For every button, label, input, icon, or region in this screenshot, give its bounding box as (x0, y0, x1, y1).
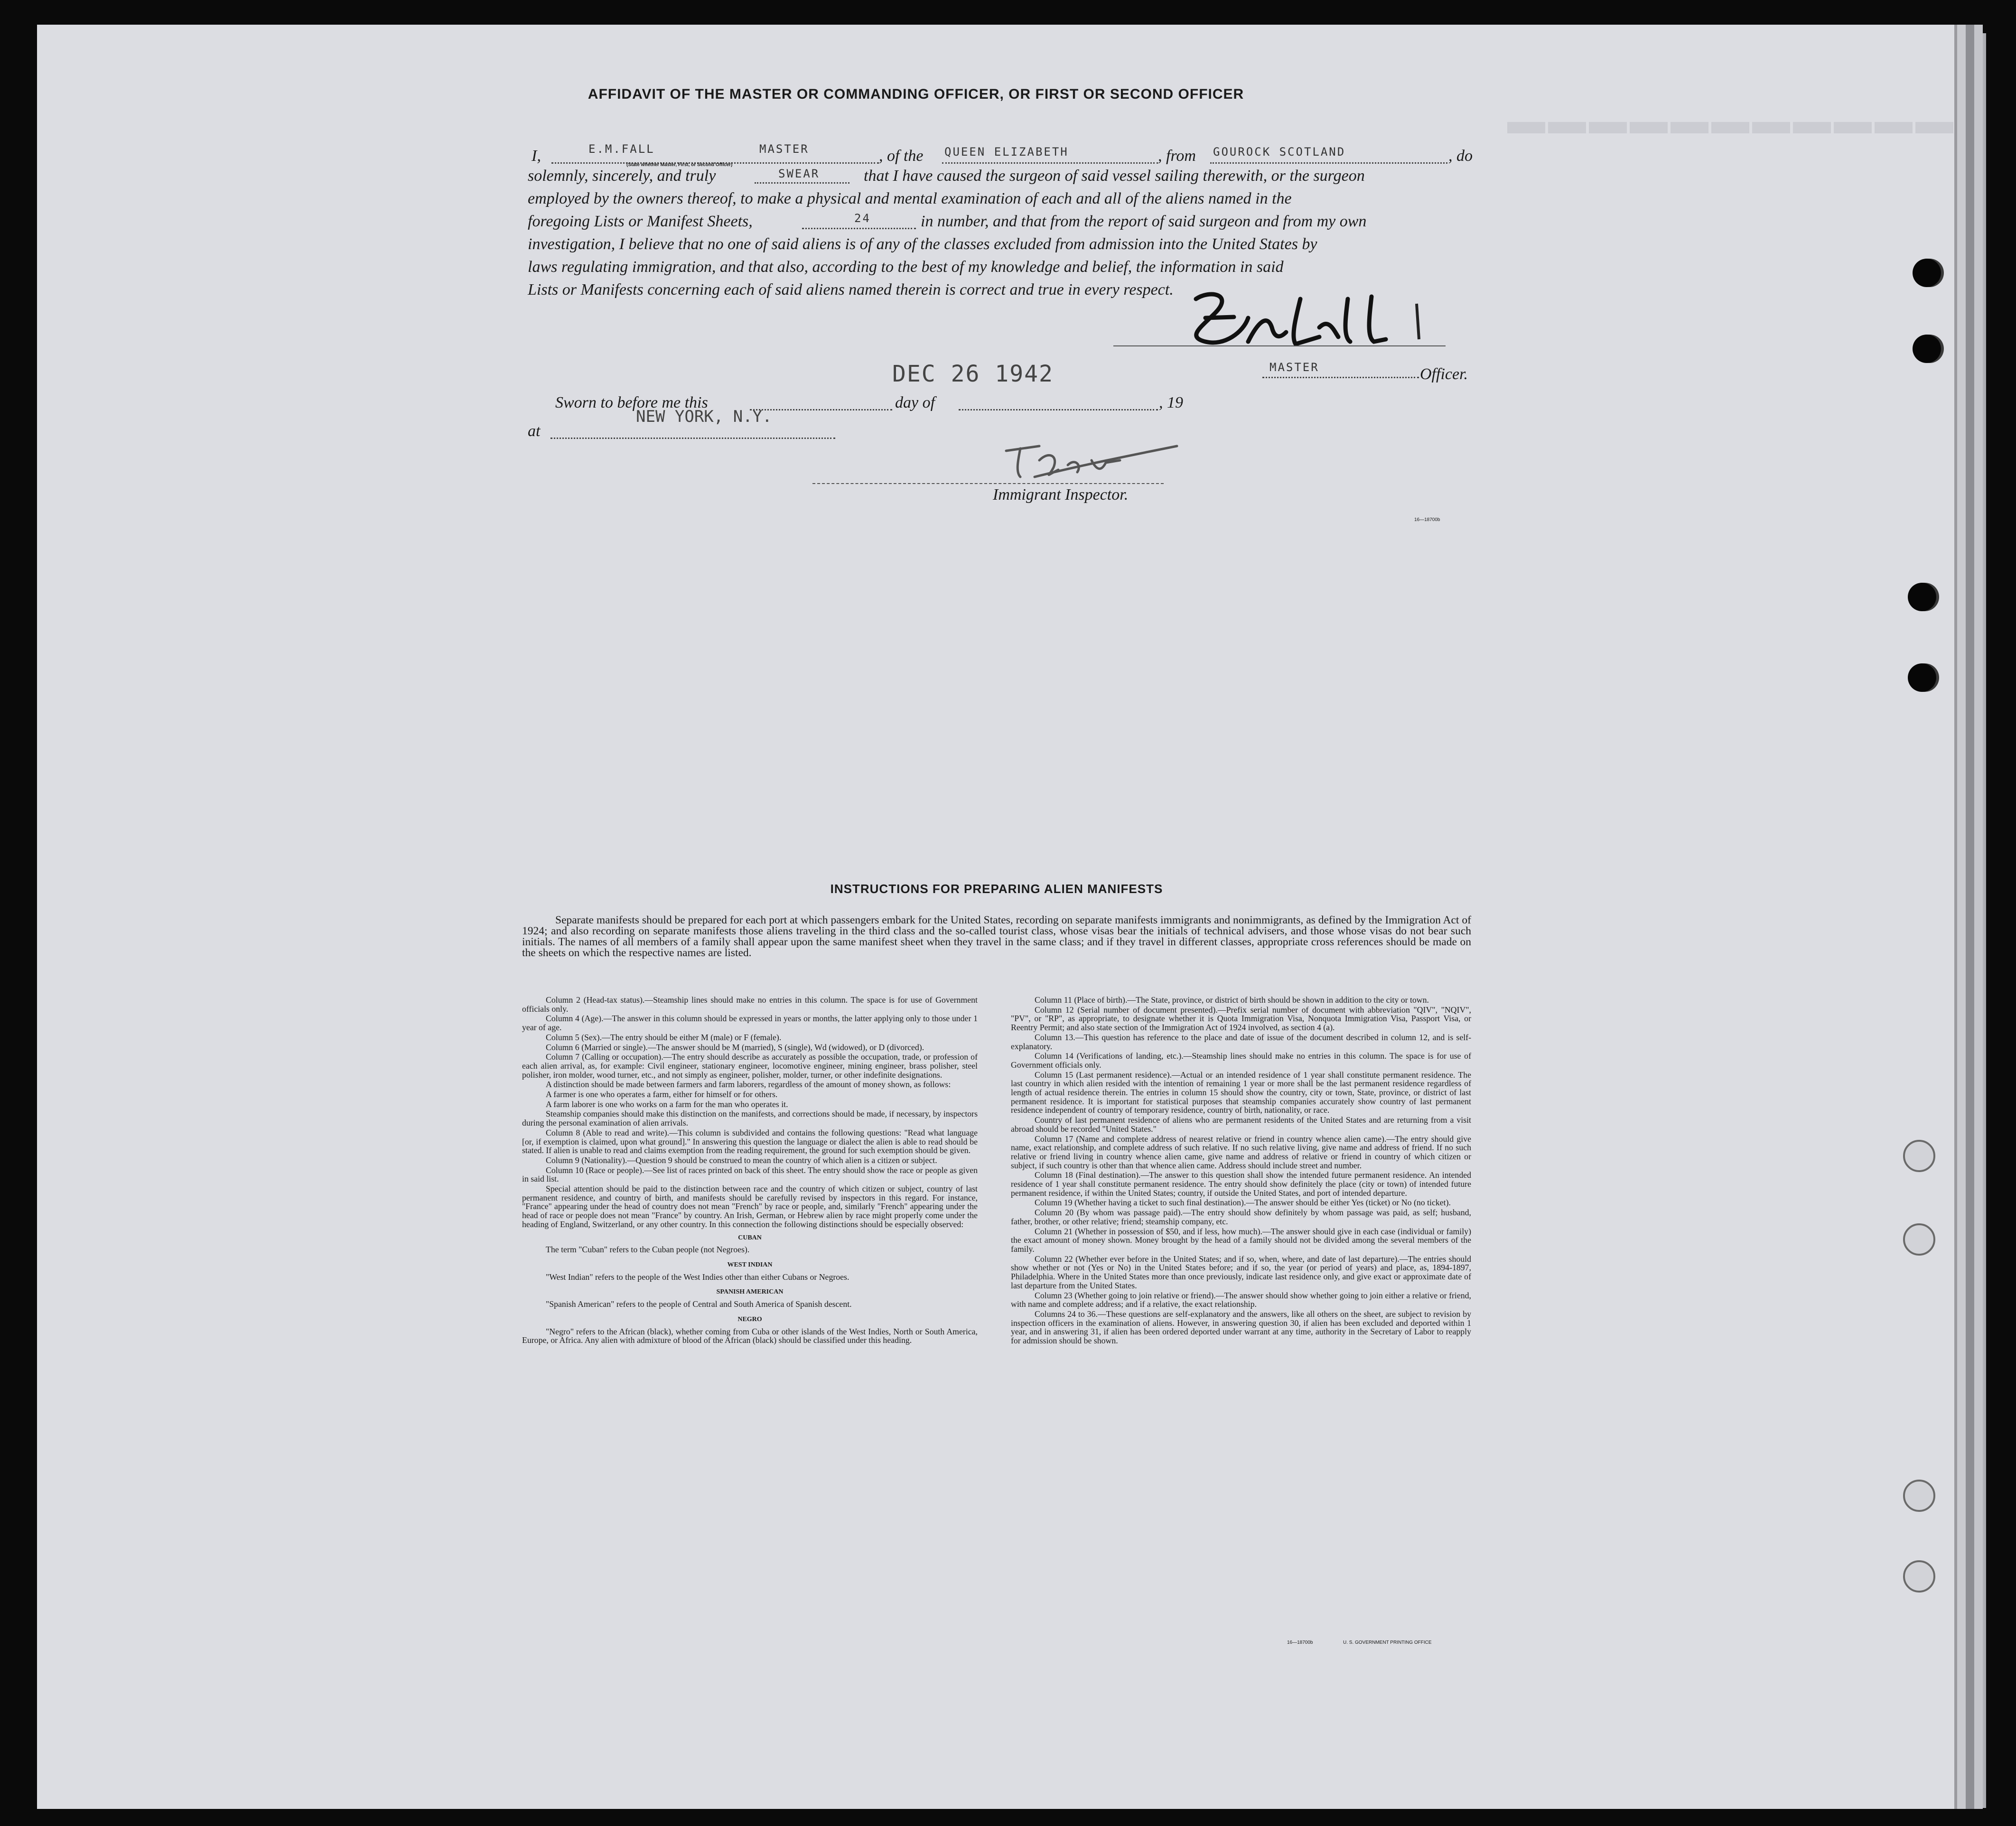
month-line (959, 409, 1158, 410)
sworn-place-stamp: NEW YORK, N.Y. (636, 407, 772, 426)
officer-rank-value: MASTER (759, 142, 809, 156)
affidavit-line-4-end: in number, and that from the report of said surgeon and from my own (921, 213, 1367, 230)
instruction-paragraph: Column 5 (Sex).—The entry should be either M (male) or F (female). (546, 1032, 782, 1042)
bleed-through-heading: ▬▬▬▬▬▬▬▬▬▬▬ (1504, 100, 1953, 142)
instruction-paragraph: Column 14 (Verifications of landing, etc.).—Steamship lines should make no entries in this column. The space is for use of Government officials only. (1011, 1051, 1471, 1070)
instruction-paragraph: Column 9 (Nationality).—Question 9 should be construed to mean the country of which alien is a citizen or subject. (546, 1155, 937, 1165)
instruction-paragraph: Column 23 (Whether going to join relative or friend).—The answer should show whether going to join either a relative or friend, with name and complete address; and if a relative, the exact relationship. (1011, 1290, 1471, 1309)
port-line (1210, 162, 1447, 164)
punch-hole (1908, 583, 1936, 611)
affidavit-title: AFFIDAVIT OF THE MASTER OR COMMANDING OFFICER, OR FIRST OR SECOND OFFICER (588, 86, 1244, 102)
vessel-value: QUEEN ELIZABETH (944, 145, 1069, 158)
sign-rank-value: MASTER (1269, 361, 1319, 374)
spanish-american-heading: SPANISH AMERICAN (716, 1288, 784, 1296)
at-label: at (528, 422, 541, 440)
year-label: , 19 (1159, 394, 1183, 411)
sworn-label: Sworn to before me this (555, 394, 708, 411)
instruction-paragraph: Column 12 (Serial number of document presented).—Prefix serial number of document with abbreviation "QIV", "NQIV", "PV", or "RP", as appropriate, to designate whether it is Quota Immigration Visa, Nonquota Immigration Visa, Passport Visa, or Reentry Permit; and also state section of the Immigration Act of 1924 involved, as section 4 (a). (1011, 1005, 1471, 1033)
date-stamp: DEC 26 1942 (892, 361, 1054, 387)
west-indian-heading: WEST INDIAN (727, 1261, 773, 1268)
instruction-paragraph: Column 7 (Calling or occupation).—The entry should describe as accurately as possible the occupation, trade, or profession of each alien arrival, as, for example: Civil engineer, stationary engineer, locomotive engineer, mining engineer, brass polisher, steel polisher, iron molder, wood turner, etc., and not simply as engineer, polisher, molder, turner, or other indefinite designations. (522, 1052, 978, 1080)
officer-line (1262, 377, 1419, 378)
oath-line (755, 182, 849, 184)
affidavit-i-label: I, (532, 147, 541, 165)
officer-label: Officer. (1420, 365, 1468, 383)
spanish-american-paragraph: "Spanish American" refers to the people of Central and South America of Spanish descent. (546, 1299, 852, 1309)
officer-name-value: E.M.FALL (588, 142, 655, 156)
printer-credit: U. S. GOVERNMENT PRINTING OFFICE (1343, 1640, 1432, 1645)
instruction-paragraph: Column 8 (Able to read and write).—This column is subdivided and contains the following questions: "Read what language [or, if exemption is claimed, upon what ground]." In answering this question the language or dialect the alien is able to read should be stated. If alien is unable to read and claims exemption from the reading requirement, the ground for such exemption should be given. (522, 1127, 978, 1155)
signature-line (1113, 345, 1446, 346)
inspector-label: Immigrant Inspector. (993, 486, 1129, 503)
west-indian-paragraph: "West Indian" refers to the people of the West Indies other than either Cubans or Negroes. (546, 1272, 849, 1282)
punch-hole (1913, 335, 1941, 363)
instruction-paragraph: Columns 24 to 36.—These questions are self-explanatory and the answers, like all others on the sheet, are subject to revision by inspection officers in the examination of aliens. However, in answering question 30, if alien has been excluded and deported within 1 year, and in answering 31, if alien has been ordered deported under warrant at any time, authority in the Secretary of Labor to reapply for admission should be shown. (1011, 1309, 1471, 1346)
day-of-label: day of (895, 394, 935, 411)
instruction-paragraph: Column 2 (Head-tax status).—Steamship lines should make no entries in this column. The space is for use of Government officials only. (522, 995, 978, 1014)
affidavit-line-2-start: solemnly, sincerely, and truly (528, 167, 716, 185)
instruction-paragraph: Column 15 (Last permanent residence).—Actual or an intended residence of 1 year shall constitute permanent residence. The last country in which alien resided with the intention of remaining 1 year or more shall be the last permanent residence regardless of length of actual residence therein. The entries in column 15 should show the country, city or town, State, province, or district of last permanent residence. It is important for statistical purposes that steamship companies accurately show country of last permanent residence independent of country of temporary residence, country of birth, nationality, or race. (1011, 1070, 1471, 1115)
from-label: , from (1158, 147, 1196, 165)
instructions-title: INSTRUCTIONS FOR PREPARING ALIEN MANIFESTS (830, 882, 1163, 896)
instruction-paragraph: Column 22 (Whether ever before in the United States; and if so, when, where, and date of last departure).—The entries should show whether or not (Yes or No) in the United States before; and if so, the year (or period of years) and place, as, 1894-1897, Philadelphia. Where in the United States more than once previously, indicate last residence only, and give exact or approximate date of last departure from the United States. (1011, 1254, 1471, 1290)
rank-note: (State whether Master, First, or Second Officer) (626, 162, 733, 168)
cuban-paragraph: The term "Cuban" refers to the Cuban people (not Negroes). (546, 1245, 750, 1255)
cuban-heading: CUBAN (738, 1234, 762, 1241)
instructions-left-column (522, 996, 978, 1346)
negro-paragraph: "Negro" refers to the African (black), whether coming from Cuba or other islands of the West Indies, North or South America, Europe, or Africa. Any alien with admixture of blood of the African (black) should be classified under this heading. (522, 1326, 978, 1345)
instructions-intro: Separate manifests should be prepared for each port at which passengers embark for the United States, recording on separate manifests immigrants and nonimmigrants, as defined by the Immigration Act of 1924; and also recording on separate manifests those aliens traveling in the third class and the so-called tourist class, whose visas bear the initials of technical advisers, and those whose visas do not bear such initials. The names of all members of a family shall appear upon the same manifest sheet when they travel in the same class; and if they travel in different classes, appropriate cross references should be made on the sheets on which the respective names are listed. (522, 914, 1471, 959)
punch-hole (1903, 1140, 1935, 1172)
affidavit-line-4-start: foregoing Lists or Manifest Sheets, (528, 213, 753, 230)
affidavit-line-5: investigation, I believe that no one of said aliens is of any of the classes excluded from admission into the United States by (528, 235, 1317, 253)
negro-heading: NEGRO (737, 1315, 762, 1323)
instruction-paragraph: Column 10 (Race or people).—See list of races printed on back of this sheet. The entry should show the race or people as given in said list. (522, 1165, 978, 1184)
affidavit-form-number: 16—18700b (1414, 517, 1440, 522)
punch-hole (1908, 663, 1936, 692)
port-value: GOUROCK SCOTLAND (1213, 145, 1346, 158)
affidavit-line-2-end: that I have caused the surgeon of said vessel sailing therewith, or the surgeon (864, 167, 1365, 185)
punch-hole (1903, 1560, 1935, 1593)
inspector-signature (987, 432, 1186, 484)
instruction-paragraph: Column 19 (Whether having a ticket to such final destination).—The answer should be either Yes (ticket) or No (no ticket). (1035, 1198, 1451, 1208)
affidavit-line-7: Lists or Manifests concerning each of said aliens named therein is correct and true in every respect. (528, 281, 1174, 298)
instruction-paragraph: Column 20 (By whom was passage paid).—The entry should show definitely by whom passage was paid, as self; husband, father, brother, or other relative; friend; steamship company, etc. (1011, 1208, 1471, 1226)
at-line (551, 438, 835, 439)
instruction-paragraph: Column 17 (Name and complete address of nearest relative or friend in country whence alien came).—The entry should give name, exact relationship, and complete address of such relative. If no such relative living, give name and address of friend. If no such relative or friend living in country whence alien came, give name and address of relative or friend in country of which citizen or subject, if such country is other than that whence alien came. Address should include street and number. (1011, 1134, 1471, 1170)
instruction-paragraph: Column 21 (Whether in possession of $50, and if less, how much).—The answer should give in each case (individual or family) the exact amount of money shown. Money brought by the head of a family should not be divided among the several members of the family. (1011, 1226, 1471, 1254)
punch-hole (1903, 1223, 1935, 1256)
instruction-paragraph: Country of last permanent residence of aliens who are permanent residents of the United States and are returning from a visit abroad should be recorded "United States." (1011, 1115, 1471, 1134)
instruction-paragraph: Column 13.—This question has reference to the place and date of issue of the document described in column 12, and is self-explanatory. (1011, 1032, 1471, 1051)
instruction-paragraph: Column 11 (Place of birth).—The State, province, or district of birth should be shown in addition to the city or town. (1035, 995, 1429, 1005)
instructions-form-number: 16—18700b (1287, 1640, 1313, 1645)
do-label: , do (1448, 147, 1473, 165)
instruction-paragraph: Column 4 (Age).—The answer in this column should be expressed in years or months, the latter applying only to those under 1 year of age. (522, 1014, 978, 1033)
vessel-line (942, 162, 1158, 164)
sheet-count-underline (802, 228, 916, 229)
instruction-paragraph: Column 18 (Final destination).—The answer to this question shall show the intended future permanent residence. An intended residence of 1 year shall constitute permanent residence. The entry should show definitely the place (city or town) of intended future permanent residence, if within the United States; country, if outside the United States, and port of intended departure. (1011, 1170, 1471, 1198)
affidavit-line-6: laws regulating immigration, and that also, according to the best of my knowledge and belief, the information in said (528, 258, 1284, 276)
instruction-paragraph: A farmer is one who operates a farm, either for himself or for others. (546, 1090, 778, 1099)
punch-hole (1903, 1480, 1935, 1512)
punch-hole (1913, 259, 1941, 287)
instructions-right-column (1011, 996, 1471, 1346)
sheet-count-value: 24 (854, 212, 871, 225)
affidavit-line-3: employed by the owners thereof, to make a physical and mental examination of each and all of the aliens named in the (528, 190, 1292, 207)
inspector-line (812, 483, 1164, 484)
instruction-paragraph: A distinction should be made between farmers and farm laborers, regardless of the amount of money shown, as follows: (546, 1080, 951, 1090)
instruction-paragraph: A farm laborer is one who works on a farm for the man who operates it. (546, 1099, 788, 1109)
page-stack-edge (1958, 33, 1986, 1808)
instruction-paragraph: Steamship companies should make this distinction on the manifests, and corrections should be made, if necessary, by inspectors during the personal examination of alien arrivals. (522, 1109, 978, 1128)
instruction-paragraph: Column 6 (Married or single).—The answer should be M (married), S (single), Wd (widowed), or D (divorced). (546, 1042, 924, 1052)
instruction-paragraph: Special attention should be paid to the distinction between race and the country of which citizen or subject, country of last permanent residence, and country of birth, and manifests should be carefully revised by inspectors in this regard. For instance, "France" appearing under the head of country does not mean "French" by race or people, and, similarly "French" appearing under the head of race or people does not mean "France" by country. An Irish, German, or Hebrew alien by race might properly come under the heading of England, Switzerland, or any other country. In this connection the following distinctions should be especially observed: (522, 1184, 978, 1229)
oath-value: SWEAR (778, 167, 820, 180)
of-the-label: , of the (879, 147, 924, 165)
